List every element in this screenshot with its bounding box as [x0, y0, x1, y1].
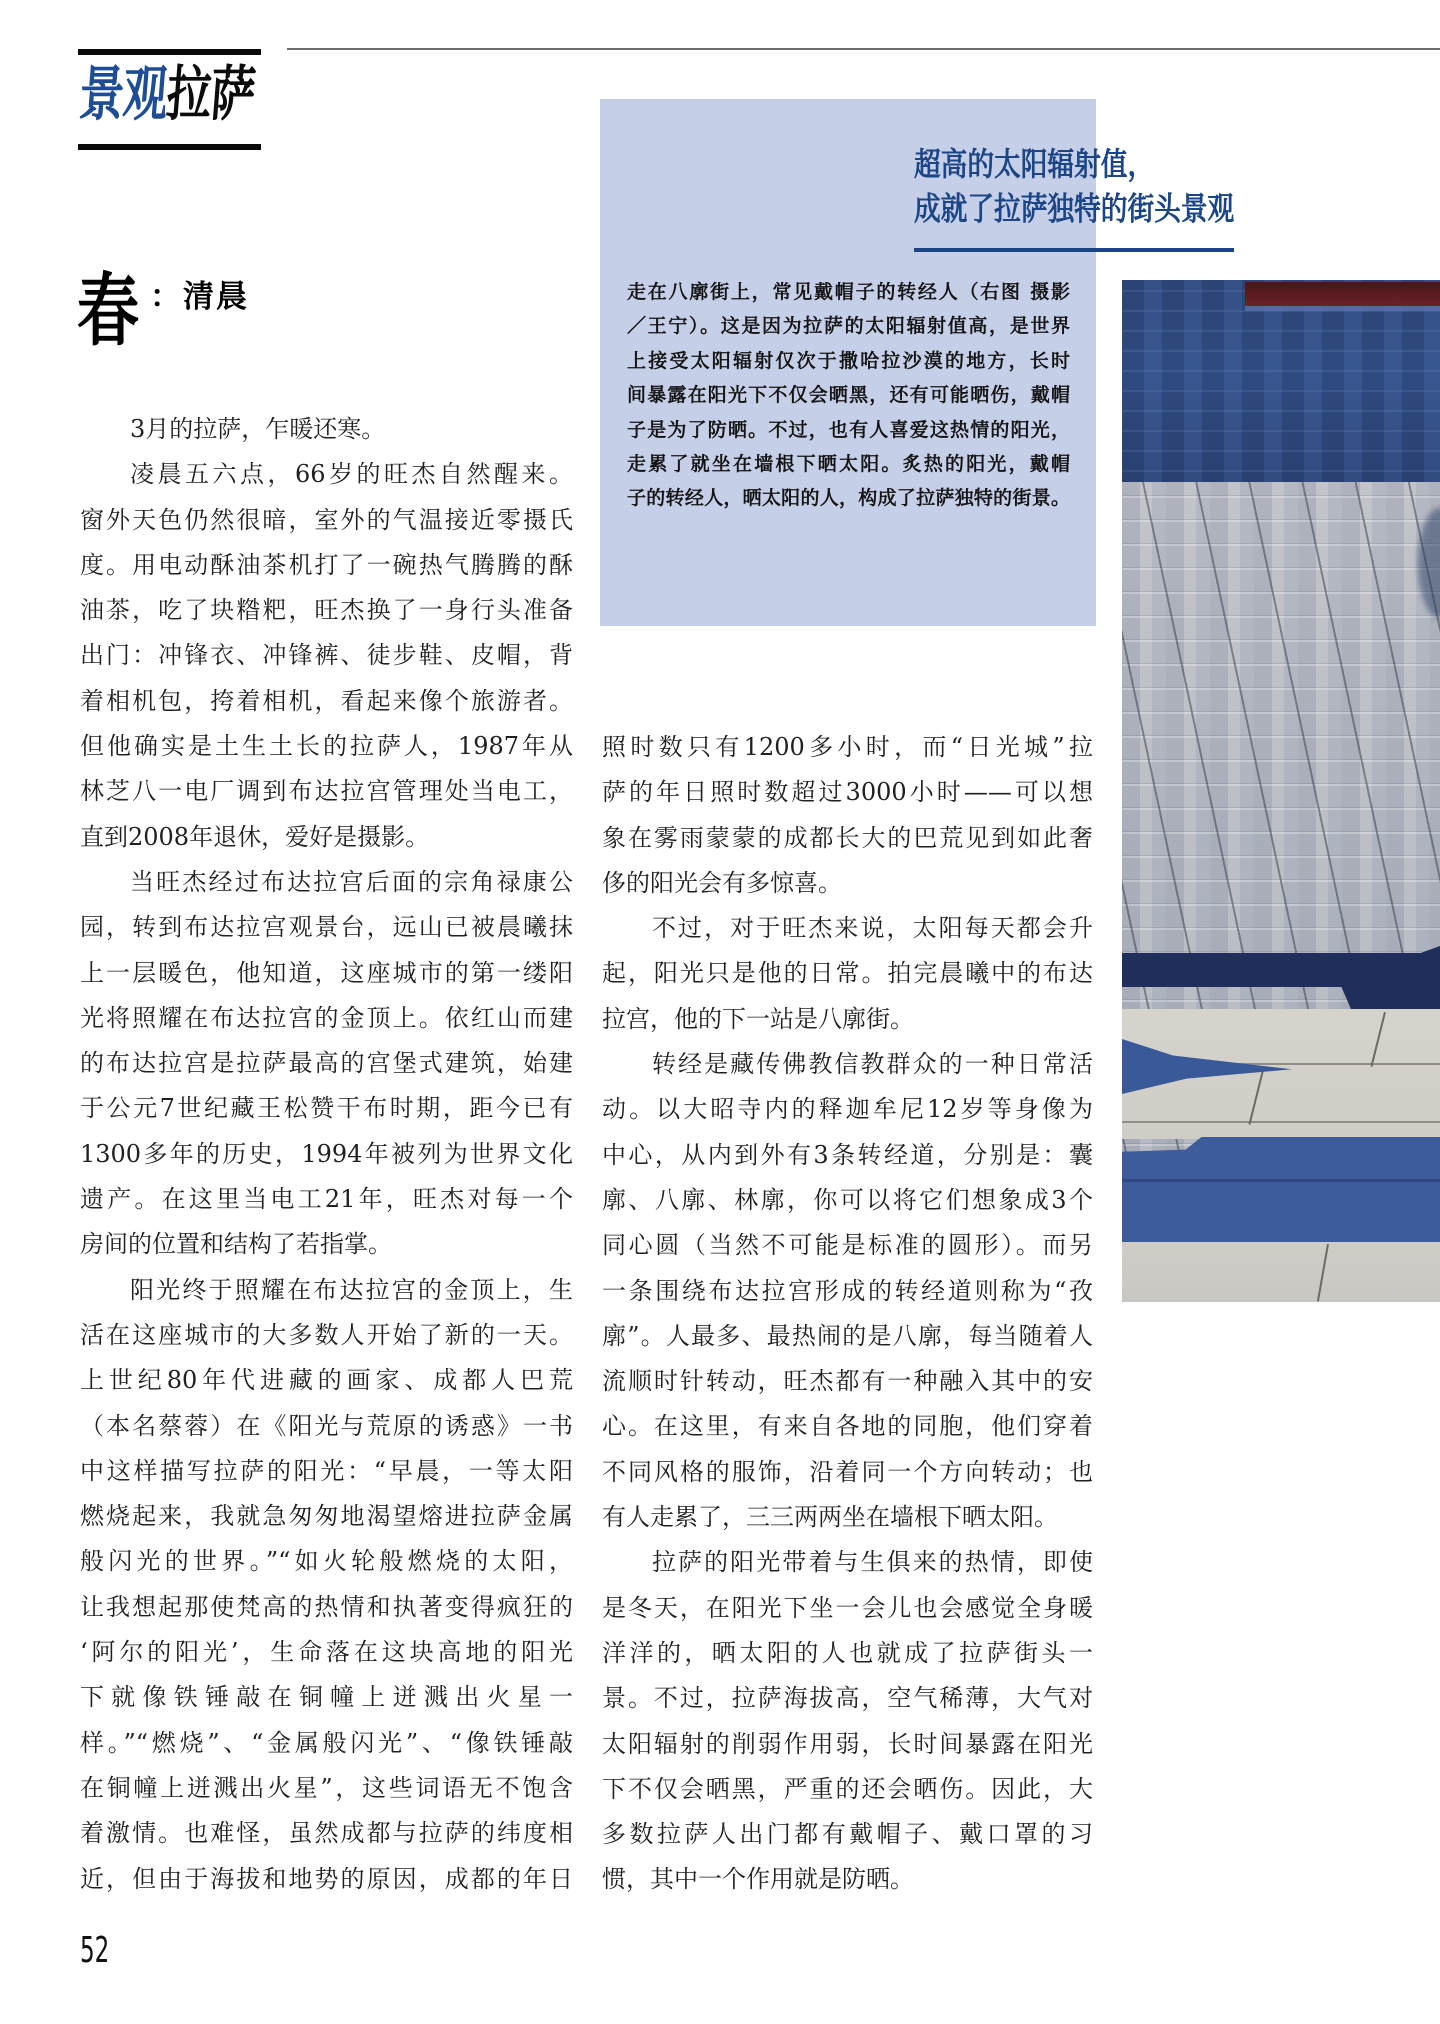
text-line: 照时数只有1200多小时，而“日光城”拉	[602, 733, 1093, 761]
text-line: 房间的位置和结构了若指掌。	[80, 1230, 392, 1259]
caption-line: ／王宁）。这是因为拉萨的太阳辐射值高，是世界	[627, 315, 1070, 338]
text-line: 近，但由于海拔和地势的原因，成都的年日	[80, 1864, 573, 1893]
text-line: 当旺杰经过布达拉宫后面的宗角禄康公	[130, 867, 573, 896]
text-line: 让我想起那使梵高的热情和执著变得疯狂的	[80, 1592, 573, 1621]
text-line: 林芝八一电厂调到布达拉宫管理处当电工，	[80, 777, 573, 806]
text-line: 般闪光的世界。”“如火轮般燃烧的太阳，	[80, 1547, 573, 1576]
sidebar-heading-line: 成就了拉萨独特的街头景观	[914, 190, 1235, 228]
text-line: 样。”“燃烧”、“金属般闪光”、“像铁锤敲	[80, 1728, 573, 1757]
text-line: ‘阿尔的阳光’，生命落在这块高地的阳光	[80, 1638, 573, 1667]
text-line: 3月的拉萨，乍暖还寒。	[130, 415, 386, 443]
section-title-blue: 景观	[76, 58, 170, 129]
text-line: 中这样描写拉萨的阳光：“早晨，一等太阳	[80, 1456, 573, 1485]
text-line: 遗产。在这里当电工21年，旺杰对每一个	[80, 1185, 573, 1214]
text-line: 活在这座城市的大多数人开始了新的一天。	[80, 1320, 573, 1349]
caption-line: 间暴露在阳光下不仅会晒黑，还有可能晒伤，戴帽	[627, 384, 1070, 407]
text-line: （本名蔡蓉）在《阳光与荒原的诱惑》一书	[80, 1411, 573, 1440]
text-line: 出门：冲锋衣、冲锋裤、徒步鞋、皮帽，背	[80, 641, 573, 670]
text-line: 园，转到布达拉宫观景台，远山已被晨曦抹	[80, 913, 573, 942]
season-subheading: ：清晨	[150, 279, 249, 315]
sidebar-heading	[914, 144, 1234, 232]
text-line: 心。在这里，有来自各地的同胞，他们穿着	[602, 1412, 1093, 1441]
text-line: 下不仅会晒黑，严重的还会晒伤。因此，大	[602, 1774, 1093, 1803]
text-line: 萨的年日照时数超过3000小时——可以想	[602, 778, 1093, 807]
text-line: 拉萨的阳光带着与生俱来的热情，即使	[652, 1548, 1093, 1577]
season-heading-char: 春	[77, 264, 140, 358]
text-line: 但他确实是土生土长的拉萨人，1987年从	[80, 732, 573, 761]
sidebar-heading-line: 超高的太阳辐射值，	[914, 146, 1155, 184]
text-line: 光将照耀在布达拉宫的金顶上。依红山而建	[80, 1003, 573, 1032]
photo-paving-joint	[1122, 1179, 1440, 1182]
photo-person-shadow	[1418, 508, 1440, 618]
text-line: 度。用电动酥油茶机打了一碗热气腾腾的酥	[80, 550, 573, 579]
caption-line: 走累了就坐在墙根下晒太阳。炙热的阳光，戴帽	[627, 452, 1070, 475]
text-line: 惯，其中一个作用就是防晒。	[602, 1865, 914, 1894]
text-line: 燃烧起来，我就急匆匆地渴望熔进拉萨金属	[80, 1502, 573, 1531]
text-line: 阳光终于照耀在布达拉宫的金顶上，生	[130, 1275, 573, 1304]
text-line: 窗外天色仍然很暗，室外的气温接近零摄氏	[80, 505, 573, 534]
text-line: 象在雾雨蒙蒙的成都长大的巴荒见到如此奢	[602, 823, 1093, 852]
text-line: 太阳辐射的削弱作用弱，长时间暴露在阳光	[602, 1729, 1093, 1758]
sidebar-caption	[627, 275, 1070, 516]
text-line: 侈的阳光会有多惊喜。	[602, 868, 842, 897]
photo-large-shadow	[1122, 1137, 1440, 1242]
text-line: 流顺时针转动，旺杰都有一种融入其中的安	[602, 1367, 1093, 1396]
text-line: 1300多年的历史，1994年被列为世界文化	[80, 1139, 573, 1168]
photo-red-wall-band	[1245, 282, 1440, 306]
text-line: 有人走累了，三三两两坐在墙根下晒太阳。	[602, 1503, 1058, 1532]
photo-bottom-paving	[1122, 1242, 1440, 1302]
text-line: 上世纪80年代进藏的画家、成都人巴荒	[80, 1366, 573, 1395]
text-line: 廓”。人最多、最热闹的是八廓，每当随着人	[602, 1321, 1093, 1350]
street-photo	[1122, 280, 1440, 1302]
text-line: 动。以大昭寺内的释迦牟尼12岁等身像为	[602, 1095, 1093, 1124]
text-line: 不同风格的服饰，沿着同一个方向转动；也	[602, 1457, 1093, 1486]
caption-line: 子是为了防晒。不过，也有人喜爱这热情的阳光，	[627, 418, 1070, 441]
section-title	[76, 58, 258, 129]
text-line: 于公元7世纪藏王松赞干布时期，距今已有	[80, 1094, 573, 1123]
body-column-left	[80, 407, 573, 1902]
text-line: 景。不过，拉萨海拔高，空气稀薄，大气对	[602, 1684, 1093, 1713]
caption-line: 上接受太阳辐射仅次于撒哈拉沙漠的地方，长时	[627, 349, 1070, 372]
text-line: 着激情。也难怪，虽然成都与拉萨的纬度相	[80, 1819, 573, 1848]
text-line: 是冬天，在阳光下坐一会儿也会感觉全身暖	[602, 1593, 1093, 1622]
text-line: 拉宫，他的下一站是八廓街。	[602, 1004, 914, 1033]
caption-line: 走在八廓街上，常见戴帽子的转经人（右图 摄影	[627, 281, 1070, 303]
text-line: 上一层暖色，他知道，这座城市的第一缕阳	[80, 958, 573, 987]
sidebar-heading-underline	[914, 248, 1234, 252]
title-bottom-bar	[78, 144, 261, 150]
text-line: 下就像铁锤敲在铜幢上迸溅出火星一	[80, 1683, 573, 1712]
photo-deep-shadow-band	[1122, 946, 1440, 1009]
text-line: 一条围绕布达拉宫形成的转经道则称为“孜	[602, 1276, 1093, 1305]
text-line: 在铜幢上迸溅出火星”，这些词语无不饱含	[80, 1773, 573, 1802]
text-line: 着相机包，挎着相机，看起来像个旅游者。	[80, 686, 573, 715]
text-line: 凌晨五六点，66岁的旺杰自然醒来。	[130, 460, 573, 489]
text-line: 直到2008年退休，爱好是摄影。	[80, 822, 430, 851]
header-rule	[287, 48, 1440, 50]
text-line: 同心圆（当然不可能是标准的圆形）。而另	[602, 1231, 1093, 1260]
photo-light-strip	[1245, 306, 1440, 311]
body-column-right	[602, 725, 1093, 1903]
text-line: 中心，从内到外有3条转经道，分别是：囊	[602, 1140, 1093, 1169]
text-line: 多数拉萨人出门都有戴帽子、戴口罩的习	[602, 1820, 1093, 1849]
text-line: 洋洋的，晒太阳的人也就成了拉萨街头一	[602, 1638, 1093, 1667]
caption-line: 子的转经人，晒太阳的人，构成了拉萨独特的街景。	[627, 487, 1070, 510]
section-title-black: 拉萨	[164, 58, 258, 129]
text-line: 不过，对于旺杰来说，太阳每天都会升	[652, 914, 1093, 943]
page-number: 52	[80, 1930, 110, 1971]
title-top-bar	[78, 49, 261, 55]
text-line: 起，阳光只是他的日常。拍完晨曦中的布达	[602, 959, 1093, 988]
text-line: 廓、八廓、林廓，你可以将它们想象成3个	[602, 1185, 1093, 1214]
text-line: 油茶，吃了块糌粑，旺杰换了一身行头准备	[80, 596, 573, 625]
text-line: 的布达拉宫是拉萨最高的宫堡式建筑，始建	[80, 1049, 573, 1078]
text-line: 转经是藏传佛教信教群众的一种日常活	[652, 1050, 1093, 1079]
